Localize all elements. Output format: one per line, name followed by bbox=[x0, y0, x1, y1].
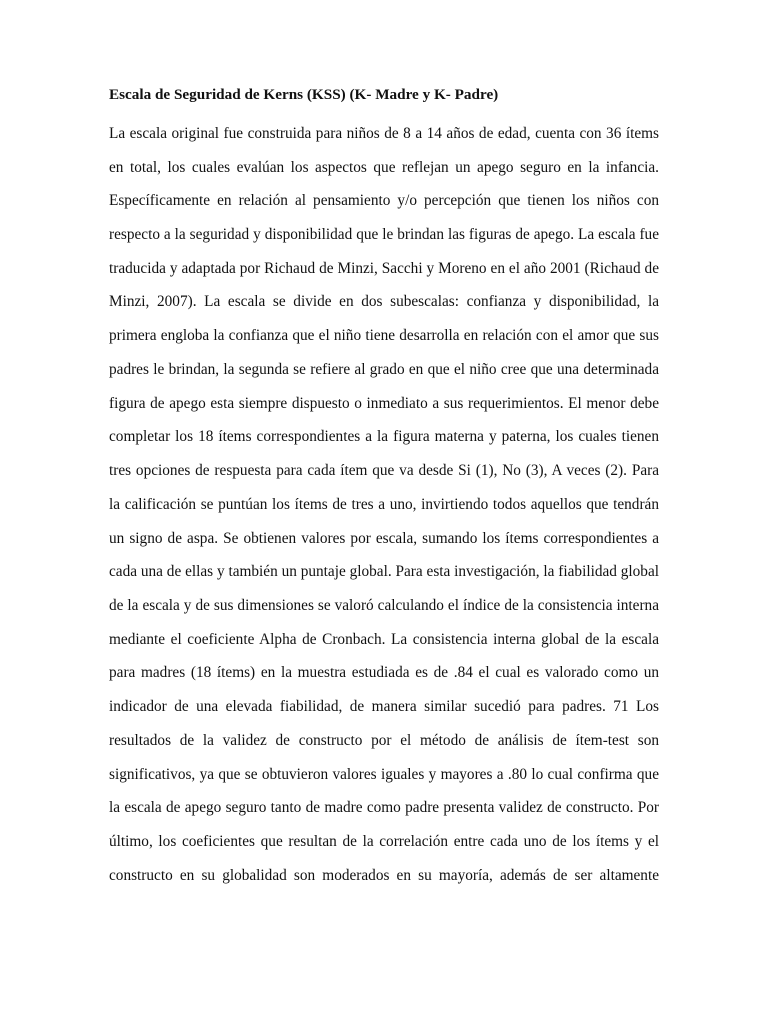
paragraph-line: constructo en su globalidad son moderados en su mayoría, además de ser altamente bbox=[109, 867, 659, 884]
paragraph-line: la escala de apego seguro tanto de madre como padre presenta validez de constructo. Por bbox=[109, 799, 659, 816]
paragraph-line: un signo de aspa. Se obtienen valores por escala, sumando los ítems correspondientes a bbox=[109, 530, 659, 547]
paragraph-line: padres le brindan, la segunda se refiere al grado en que el niño cree que una determinada bbox=[109, 361, 659, 378]
paragraph-line: resultados de la validez de constructo por el método de análisis de ítem-test son bbox=[109, 732, 659, 749]
paragraph-line: en total, los cuales evalúan los aspectos que reflejan un apego seguro en la infancia. bbox=[109, 159, 659, 176]
paragraph-line: traducida y adaptada por Richaud de Minzi, Sacchi y Moreno en el año 2001 (Richaud de bbox=[109, 260, 659, 277]
paragraph-line: respecto a la seguridad y disponibilidad que le brindan las figuras de apego. La escala fue bbox=[109, 226, 659, 243]
paragraph-line: La escala original fue construida para niños de 8 a 14 años de edad, cuenta con 36 ítems bbox=[109, 125, 659, 142]
paragraph-line: figura de apego esta siempre dispuesto o inmediato a sus requerimientos. El menor debe bbox=[109, 395, 659, 412]
paragraph-line: significativos, ya que se obtuvieron valores iguales y mayores a .80 lo cual confirma que bbox=[109, 766, 659, 783]
paragraph-line: completar los 18 ítems correspondientes a la figura materna y paterna, los cuales tienen bbox=[109, 428, 659, 445]
paragraph-line: para madres (18 ítems) en la muestra estudiada es de .84 el cual es valorado como un bbox=[109, 664, 659, 681]
paragraph-line: primera engloba la confianza que el niño tiene desarrolla en relación con el amor que sus bbox=[109, 327, 659, 344]
paragraph-line: tres opciones de respuesta para cada ítem que va desde Si (1), No (3), A veces (2). Para bbox=[109, 462, 659, 479]
paragraph-line: de la escala y de sus dimensiones se valoró calculando el índice de la consistencia interna bbox=[109, 597, 659, 614]
section-heading: Escala de Seguridad de Kerns (KSS) (K- Madre y K- Padre) bbox=[109, 86, 499, 103]
paragraph-line: la calificación se puntúan los ítems de tres a uno, invirtiendo todos aquellos que tendrán bbox=[109, 496, 659, 513]
paragraph-line: último, los coeficientes que resultan de la correlación entre cada uno de los ítems y el bbox=[109, 833, 659, 850]
paragraph-line: indicador de una elevada fiabilidad, de manera similar sucedió para padres. 71 Los bbox=[109, 698, 659, 715]
paragraph-line: Minzi, 2007). La escala se divide en dos subescalas: confianza y disponibilidad, la bbox=[109, 293, 659, 310]
paragraph-line: cada una de ellas y también un puntaje global. Para esta investigación, la fiabilidad global bbox=[109, 563, 659, 580]
paragraph-line: mediante el coeficiente Alpha de Cronbach. La consistencia interna global de la escala bbox=[109, 631, 659, 648]
paragraph-line: Específicamente en relación al pensamiento y/o percepción que tienen los niños con bbox=[109, 192, 659, 209]
